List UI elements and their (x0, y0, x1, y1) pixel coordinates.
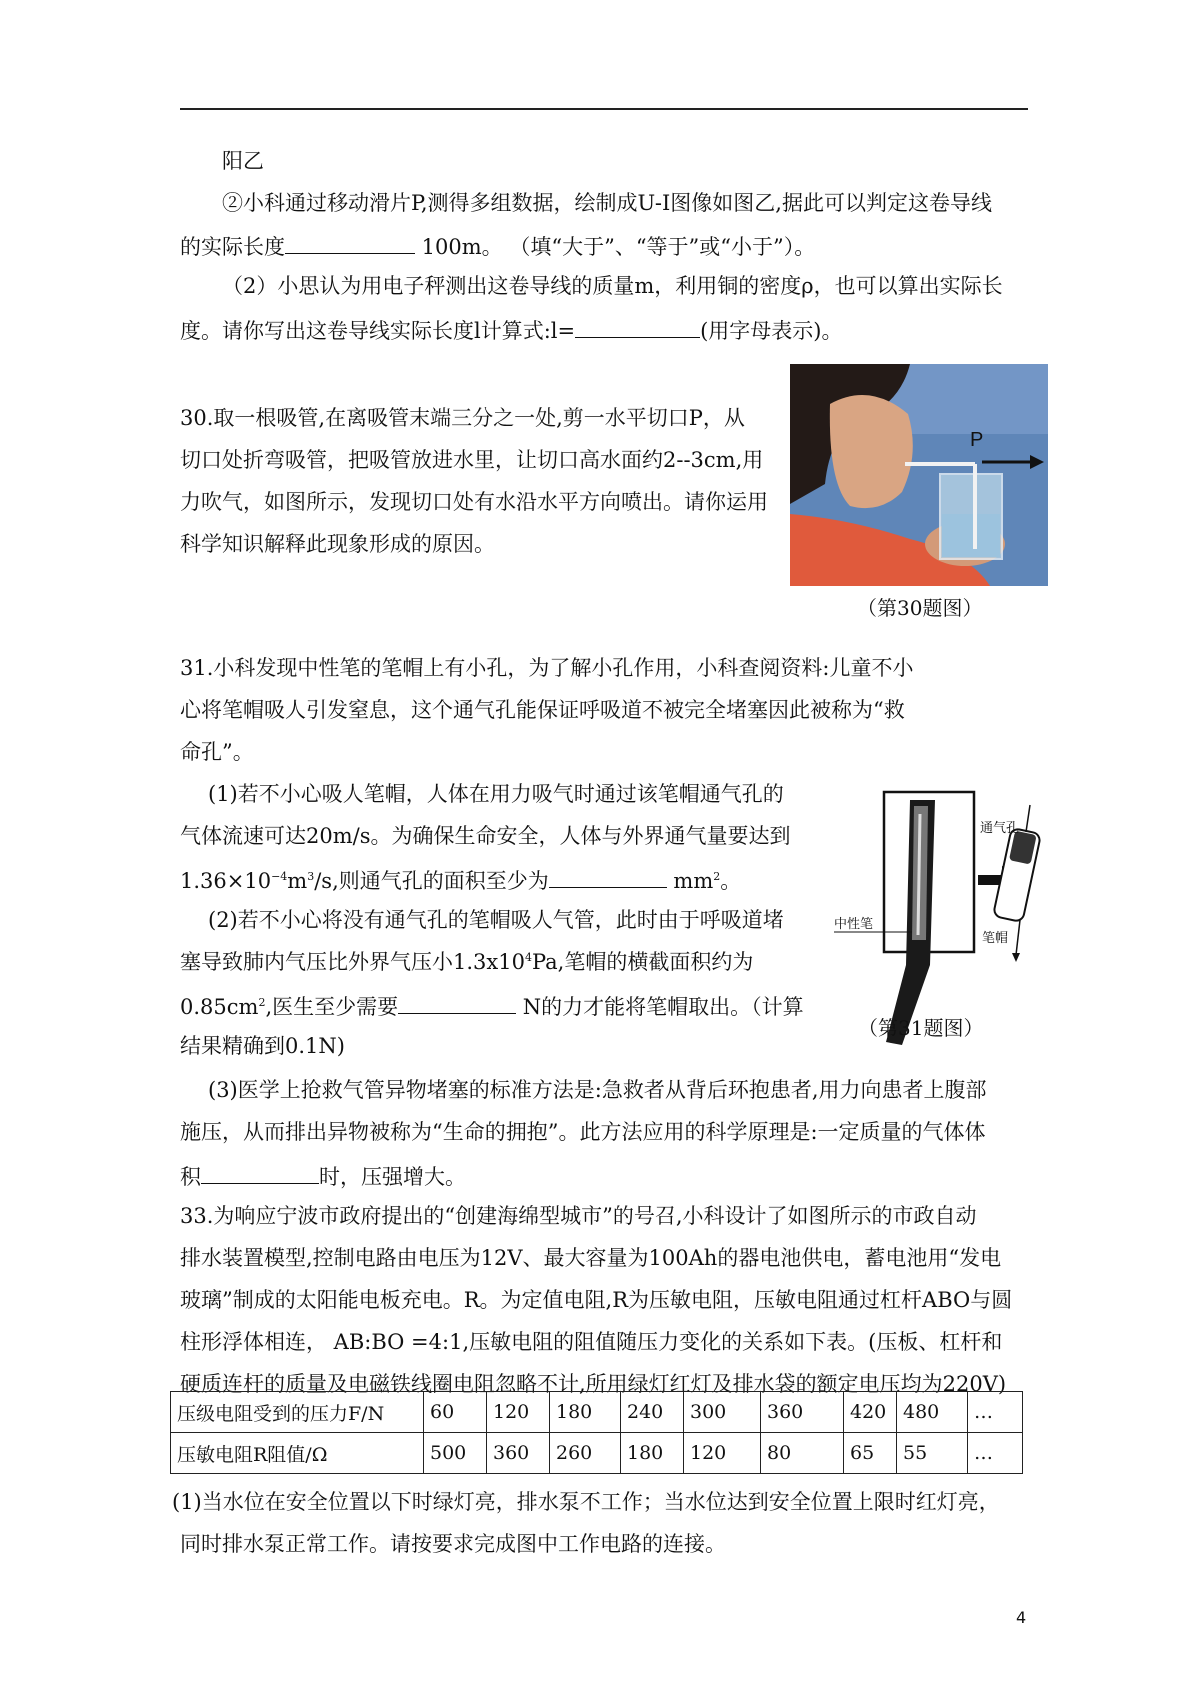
table-cell: 420 (844, 1392, 897, 1433)
q30-text: 切口处折弯吸管，把吸管放进水里，让切口高水面约2--3cm,用 (180, 448, 764, 472)
fig31-caption: （第31题图） (858, 1016, 984, 1040)
table-cell: 120 (684, 1433, 761, 1474)
answer-blank[interactable] (575, 315, 700, 338)
q33-text: 硬质连杆的质量及电磁铁线圈电阻忽略不计,所用绿灯红灯及排水袋的额定电压均为220V) (180, 1372, 1007, 1396)
fig31-label-hole: 通气孔 (980, 820, 1020, 835)
answer-blank[interactable] (285, 231, 415, 254)
table-cell: … (968, 1433, 1023, 1474)
q31-text: $0.85cm^2$,医生至少需要 N的力才能将笔帽取出。（计算 (180, 991, 804, 1020)
q33-text: 同时排水泵正常工作。请按要求完成图中工作电路的连接。 (180, 1532, 726, 1556)
q31-text: 命孔”。 (180, 740, 254, 764)
q31-text: 气体流速可达20m/s。为确保生命安全，人体与外界通气量要达到 (180, 824, 791, 848)
table-cell: 360 (761, 1392, 844, 1433)
table-cell: 300 (684, 1392, 761, 1433)
answer-blank[interactable] (549, 865, 667, 888)
q30-text: 力吹气，如图所示，发现切口处有水沿水平方向喷出。请你运用 (180, 490, 768, 514)
q30-text: 科学知识解释此现象形成的原因。 (180, 532, 495, 556)
q33-text: 排水装置模型,控制电路由电压为12V、最大容量为100Ah的器电池供电，蓄电池用“发电 (180, 1246, 1002, 1270)
q31-text: 结果精确到0.1N) (180, 1034, 345, 1058)
table-row (171, 1433, 1023, 1474)
q30-text: 30.取一根吸管,在离吸管末端三分之一处,剪一水平切口P，从 (180, 406, 745, 430)
table-cell: 180 (621, 1433, 684, 1474)
table-header-cell: 压级电阻受到的压力F/N (171, 1392, 424, 1433)
table-cell: 260 (550, 1433, 621, 1474)
answer-blank[interactable] (201, 1161, 319, 1184)
q31-text: 塞导致肺内气压比外界气压小$1.3x10^4Pa$,笔帽的横截面积约为 (180, 950, 754, 974)
table-cell: 500 (424, 1433, 487, 1474)
table-cell: 480 (897, 1392, 968, 1433)
table-row (171, 1392, 1023, 1433)
q33-text: 柱形浮体相连， AB:BO =4:1,压敏电阻的阻值随压力变化的关系如下表。(压板、杠杆和 (180, 1330, 1003, 1354)
table-cell: 180 (550, 1392, 621, 1433)
fig30-photo (790, 364, 1048, 586)
fig31-label-cap: 笔帽 (982, 930, 1009, 945)
q33-text: 33.为响应宁波市政府提出的“创建海绵型城市”的号召,小科设计了如图所示的市政自动 (180, 1204, 977, 1228)
table-header-cell: 压敏电阻R阻值/Ω (171, 1433, 424, 1474)
q31-text: $1.36\times 10^{-4}m^3/s$,则通气孔的面积至少为 $mm^2$。 (180, 865, 741, 894)
q33-text: 玻璃”制成的太阳能电板充电。R。为定值电阻,R为压敏电阻，压敏电阻通过杠杆ABO与圆 (180, 1288, 1013, 1312)
answer-blank[interactable] (398, 991, 516, 1014)
q31-text: (2)若不小心将没有通气孔的笔帽吸人气管，此时由于呼吸道堵 (208, 908, 784, 932)
table-cell: … (968, 1392, 1023, 1433)
page-number: 4 (1016, 1608, 1027, 1627)
fig31-label-pen: 中性笔 (834, 916, 874, 931)
q31-text: (1)若不小心吸人笔帽，人体在用力吸气时通过该笔帽通气孔的 (208, 782, 784, 806)
q31-text: (3)医学上抢救气管异物堵塞的标准方法是:急救者从背后环抱患者,用力向患者上腹部 (208, 1078, 987, 1102)
q31-text: 心将笔帽吸人引发窒息，这个通气孔能保证呼吸道不被完全堵塞因此被称为“救 (180, 698, 905, 722)
table-cell: 60 (424, 1392, 487, 1433)
q31-text: 积 时，压强增大。 (180, 1161, 466, 1190)
table-cell: 65 (844, 1433, 897, 1474)
header-rule (180, 108, 1028, 110)
text-line: 度。请你写出这卷导线实际长度l计算式:l= (用字母表示)。 (180, 315, 843, 344)
text-line: 阳乙 (222, 149, 264, 173)
q31-text: 31.小科发现中性笔的笔帽上有小孔，为了解小孔作用，小科查阅资料:儿童不小 (180, 656, 914, 680)
q31-text: 施压，从而排出异物被称为“生命的拥抱”。此方法应用的科学原理是:一定质量的气体体 (180, 1120, 986, 1144)
table-cell: 120 (487, 1392, 550, 1433)
fig30-caption: （第30题图） (857, 596, 983, 620)
fig30-p-label: P (970, 429, 984, 451)
fig31-diagram (830, 770, 1050, 1050)
text-line: 的实际长度 100m。 （填“大于”、“等于”或“小于”）。 (180, 231, 815, 260)
pressure-resistance-table (170, 1391, 1023, 1474)
table-cell: 55 (897, 1433, 968, 1474)
text-line: ②小科通过移动滑片P,测得多组数据，绘制成U-I图像如图乙,据此可以判定这卷导线 (222, 191, 992, 215)
q33-text: (1)当水位在安全位置以下时绿灯亮，排水泵不工作；当水位达到安全位置上限时红灯亮， (172, 1490, 1000, 1514)
table-cell: 360 (487, 1433, 550, 1474)
text-line: （2）小思认为用电子秤测出这卷导线的质量m，利用铜的密度ρ，也可以算出实际长 (222, 274, 1003, 298)
table-cell: 80 (761, 1433, 844, 1474)
table-cell: 240 (621, 1392, 684, 1433)
